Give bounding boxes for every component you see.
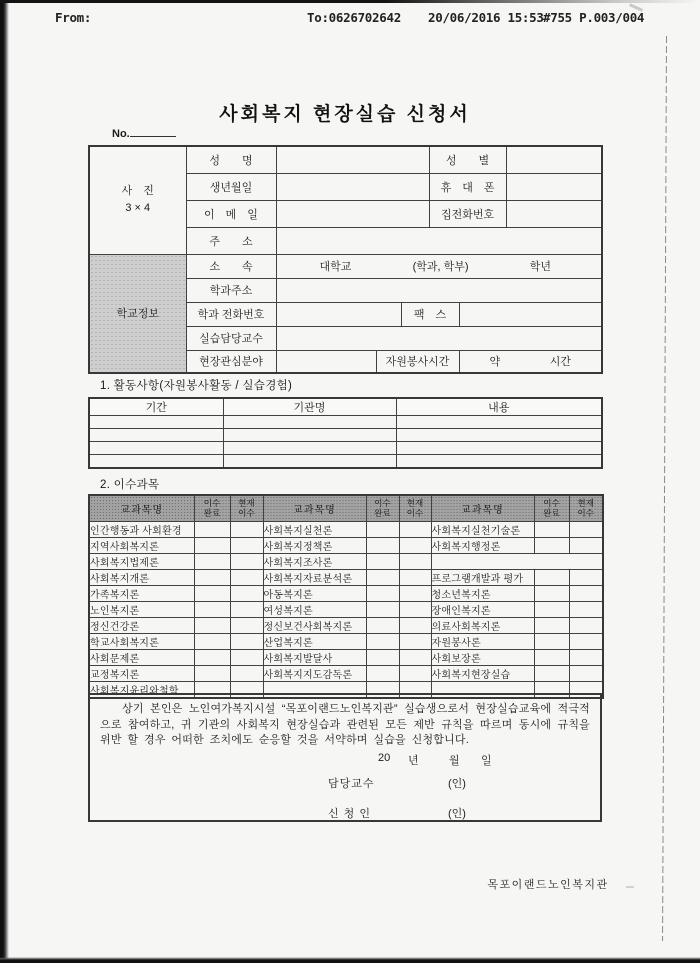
table-row	[89, 254, 602, 278]
course-name-cell: 자원봉사론	[431, 633, 534, 649]
approx-hint: 약	[489, 356, 501, 369]
course-name-cell: 프로그램개발과 평가	[431, 569, 534, 585]
course-name-cell: 노인복지론	[89, 601, 194, 617]
photo-box	[89, 146, 186, 254]
course-row	[89, 601, 603, 617]
current-cell	[569, 665, 603, 681]
current-cell	[569, 521, 603, 537]
dept-address-label: 학과주소	[186, 278, 276, 302]
dept-phone-label: 학과 전화번호	[186, 302, 276, 326]
dept-phone-field	[276, 302, 401, 326]
department-hint: (학과, 학부)	[412, 261, 469, 273]
course-name-cell: 정신건강론	[89, 617, 194, 633]
photo-size-label: 3 × 4	[125, 202, 151, 215]
current-cell	[399, 617, 431, 633]
current-cell	[230, 633, 263, 649]
current-header: 현재 이수	[569, 495, 603, 521]
current-cell	[399, 553, 431, 569]
course-row	[89, 521, 603, 537]
fax-header	[0, 10, 700, 30]
completed-cell	[194, 537, 230, 553]
period-cell	[89, 416, 223, 429]
pledge-text: 상기 본인은 노인여가복지시설 “목포이랜드노인복지관” 실습생으로서 현장실습교육에 적극적으로 참여하고, 귀 기관의 사회복지 현장실습과 관련된 모든 제반 규칙을 따르며 동시에 규칙을 위반 할 경우 어떠한 조치에도 순응할 것을 서약하며 실습을 신청합니다.	[100, 703, 590, 746]
affiliation-label: 소 속	[186, 254, 276, 278]
completed-cell	[534, 665, 569, 681]
current-cell	[230, 617, 263, 633]
completed-cell	[534, 649, 569, 665]
current-cell	[569, 569, 603, 585]
mobile-label: 휴 대 폰	[429, 173, 506, 200]
completed-cell	[534, 617, 569, 633]
current-cell	[399, 633, 431, 649]
course-name-cell: 사회문제론	[89, 649, 194, 665]
affiliation-hints	[277, 258, 602, 274]
course-name-cell: 사회복지조사론	[263, 553, 366, 569]
current-cell	[230, 665, 263, 681]
interest-field	[276, 350, 376, 373]
advisor-seal-label: (인)	[448, 778, 466, 790]
completed-cell	[194, 585, 230, 601]
name-label: 성 명	[186, 146, 276, 173]
completed-cell	[194, 553, 230, 569]
period-cell	[89, 442, 223, 455]
fax-label: 팩 스	[401, 302, 459, 326]
current-cell	[399, 521, 431, 537]
current-cell	[399, 601, 431, 617]
month-label: 월	[449, 755, 460, 767]
advisor-signature-line	[90, 775, 600, 789]
current-cell	[230, 537, 263, 553]
courses-section-title: 2. 이수과목	[100, 479, 160, 491]
address-label: 주 소	[186, 227, 276, 254]
photo-label: 사 진	[121, 185, 154, 198]
completed-cell	[366, 633, 399, 649]
completed-cell	[194, 665, 230, 681]
course-name-cell: 사회복지법제론	[89, 553, 194, 569]
date-line	[90, 752, 600, 766]
course-name-cell: 사회복지실천론	[263, 521, 366, 537]
content-cell	[396, 416, 602, 429]
current-cell	[569, 537, 603, 553]
activities-empty-row	[89, 455, 602, 468]
advisor-signature-label: 담당교수	[328, 778, 375, 790]
course-name-cell: 아동복지론	[263, 585, 366, 601]
current-cell	[230, 553, 263, 569]
course-name-cell: 사회복지실천기술론	[431, 521, 534, 537]
course-name-cell: 의료사회복지론	[431, 617, 534, 633]
current-cell	[569, 601, 603, 617]
completed-cell	[366, 569, 399, 585]
current-cell	[569, 649, 603, 665]
organization-cell	[223, 442, 396, 455]
period-cell	[89, 429, 223, 442]
current-header: 현재 이수	[399, 495, 431, 521]
fax-from-label: From:	[55, 10, 92, 25]
activities-header-row	[89, 398, 602, 416]
completed-cell	[194, 617, 230, 633]
home-phone-label: 집전화번호	[429, 200, 506, 227]
course-name-cell: 사회복지발달사	[263, 649, 366, 665]
year-hint: 학년	[529, 261, 552, 273]
course-name-cell: 여성복지론	[263, 601, 366, 617]
fax-field	[459, 302, 602, 326]
course-row	[89, 617, 603, 633]
applicant-signature-line	[90, 805, 600, 819]
completed-cell	[366, 553, 399, 569]
document-number-row	[112, 125, 176, 140]
volunteer-hours-label: 자원봉사시간	[376, 350, 459, 373]
no-blank-line	[130, 125, 176, 137]
completed-cell	[534, 521, 569, 537]
organization-cell	[223, 416, 396, 429]
completed-cell	[366, 537, 399, 553]
address-field	[276, 227, 602, 254]
current-header: 현재 이수	[230, 495, 263, 521]
course-row	[89, 633, 603, 649]
gender-field	[506, 146, 602, 173]
organization-name: 목포이랜드노인복지관	[487, 879, 609, 891]
course-name-cell: 사회복지행정론	[431, 537, 534, 553]
current-cell	[399, 537, 431, 553]
hours-hint: 시간	[549, 356, 572, 369]
course-row	[89, 553, 603, 569]
volunteer-hours-field	[459, 350, 602, 373]
course-name-cell: 청소년복지론	[431, 585, 534, 601]
fax-page-counter: #755 P.003/004	[543, 10, 645, 25]
current-cell	[569, 585, 603, 601]
activities-section-title: 1. 활동사항(자원봉사활동 / 실습경험)	[100, 380, 293, 392]
organization-cell	[223, 429, 396, 442]
course-row	[89, 585, 603, 601]
content-cell	[396, 442, 602, 455]
course-name-header: 교과목명	[263, 495, 366, 521]
page-title: 사회복지 현장실습 신청서	[219, 104, 471, 125]
home-phone-field	[506, 200, 602, 227]
completed-cell	[366, 585, 399, 601]
completed-header: 이수 완료	[366, 495, 399, 521]
year-prefix: 20	[378, 752, 391, 764]
organization-cell	[223, 455, 396, 468]
courses-header-row	[89, 495, 603, 521]
completed-cell	[534, 601, 569, 617]
school-info-section-label: 학교정보	[89, 254, 186, 373]
scan-edge-left	[0, 0, 9, 963]
course-name-header: 교과목명	[431, 495, 534, 521]
scan-smudge	[626, 886, 634, 888]
course-name-cell: 지역사회복지론	[89, 537, 194, 553]
course-name-cell: 사회복지현장실습	[431, 665, 534, 681]
year-label: 년	[408, 755, 419, 767]
course-name-cell: 정신보건사회복지론	[263, 617, 366, 633]
no-label: No.	[112, 128, 130, 140]
course-name-cell: 인간행동과 사회환경	[89, 521, 194, 537]
course-name-cell: 사회복지윤리와철학	[89, 681, 194, 698]
course-name-cell: 가족복지론	[89, 585, 194, 601]
course-name-cell: 장애인복지론	[431, 601, 534, 617]
applicant-signature-label: 신 청 인	[328, 808, 371, 820]
completed-cell	[366, 617, 399, 633]
pledge-box	[88, 693, 602, 822]
completed-cell	[194, 601, 230, 617]
current-cell	[230, 601, 263, 617]
content-header: 내용	[396, 398, 602, 416]
birthdate-field	[276, 173, 429, 200]
gender-label: 성 별	[429, 146, 506, 173]
course-row	[89, 569, 603, 585]
completed-cell	[194, 569, 230, 585]
completed-cell	[366, 521, 399, 537]
name-field	[276, 146, 429, 173]
period-header: 기간	[89, 398, 223, 416]
birthdate-label: 생년월일	[186, 173, 276, 200]
applicant-seal-label: (인)	[448, 808, 466, 820]
current-cell	[230, 521, 263, 537]
email-label: 이 메 일	[186, 200, 276, 227]
completed-cell	[194, 521, 230, 537]
activities-empty-row	[89, 442, 602, 455]
fold-crease-line	[662, 36, 667, 941]
current-cell	[399, 569, 431, 585]
completed-cell	[194, 633, 230, 649]
completed-cell	[534, 633, 569, 649]
activities-empty-row	[89, 416, 602, 429]
course-name-cell: 사회복지개론	[89, 569, 194, 585]
course-name-cell: 사회복지지도감독론	[263, 665, 366, 681]
course-row	[89, 665, 603, 681]
course-row	[89, 537, 603, 553]
completed-cell	[366, 601, 399, 617]
completed-cell	[534, 585, 569, 601]
period-cell	[89, 455, 223, 468]
scan-edge-bottom	[0, 957, 700, 963]
email-field	[276, 200, 429, 227]
merged-blank-cell	[431, 553, 603, 569]
course-name-cell: 산업복지론	[263, 633, 366, 649]
course-name-header: 교과목명	[89, 495, 194, 521]
completed-header: 이수 완료	[194, 495, 230, 521]
content-cell	[396, 455, 602, 468]
mobile-field	[506, 173, 602, 200]
dept-address-field	[276, 278, 602, 302]
current-cell	[230, 569, 263, 585]
course-name-cell: 사회보장론	[431, 649, 534, 665]
course-name-cell: 학교사회복지론	[89, 633, 194, 649]
course-row	[89, 649, 603, 665]
volunteer-hours-hints	[460, 353, 602, 369]
completed-cell	[366, 665, 399, 681]
course-name-cell: 교정복지론	[89, 665, 194, 681]
current-cell	[230, 649, 263, 665]
completed-courses-table	[88, 494, 604, 699]
completed-cell	[534, 537, 569, 553]
advisor-field	[276, 326, 602, 350]
organization-header: 기관명	[223, 398, 396, 416]
current-cell	[399, 585, 431, 601]
interest-label: 현장관심분야	[186, 350, 276, 373]
affiliation-field	[276, 254, 602, 278]
completed-header: 이수 완료	[534, 495, 569, 521]
day-label: 일	[481, 755, 492, 767]
current-cell	[399, 665, 431, 681]
advisor-label: 실습담당교수	[186, 326, 276, 350]
current-cell	[569, 633, 603, 649]
fax-datetime: 20/06/2016 15:53	[428, 10, 544, 25]
current-cell	[399, 649, 431, 665]
current-cell	[569, 617, 603, 633]
content-cell	[396, 429, 602, 442]
completed-cell	[366, 649, 399, 665]
current-cell	[230, 585, 263, 601]
table-row	[89, 146, 602, 173]
completed-cell	[534, 569, 569, 585]
activities-table	[88, 397, 603, 469]
course-name-cell: 사회복지자료분석론	[263, 569, 366, 585]
scan-edge-top	[0, 0, 700, 3]
applicant-info-table	[88, 145, 603, 374]
fax-to-number: To:0626702642	[307, 10, 401, 25]
completed-cell	[194, 649, 230, 665]
activities-empty-row	[89, 429, 602, 442]
university-hint: 대학교	[319, 261, 352, 273]
course-name-cell: 사회복지정책론	[263, 537, 366, 553]
